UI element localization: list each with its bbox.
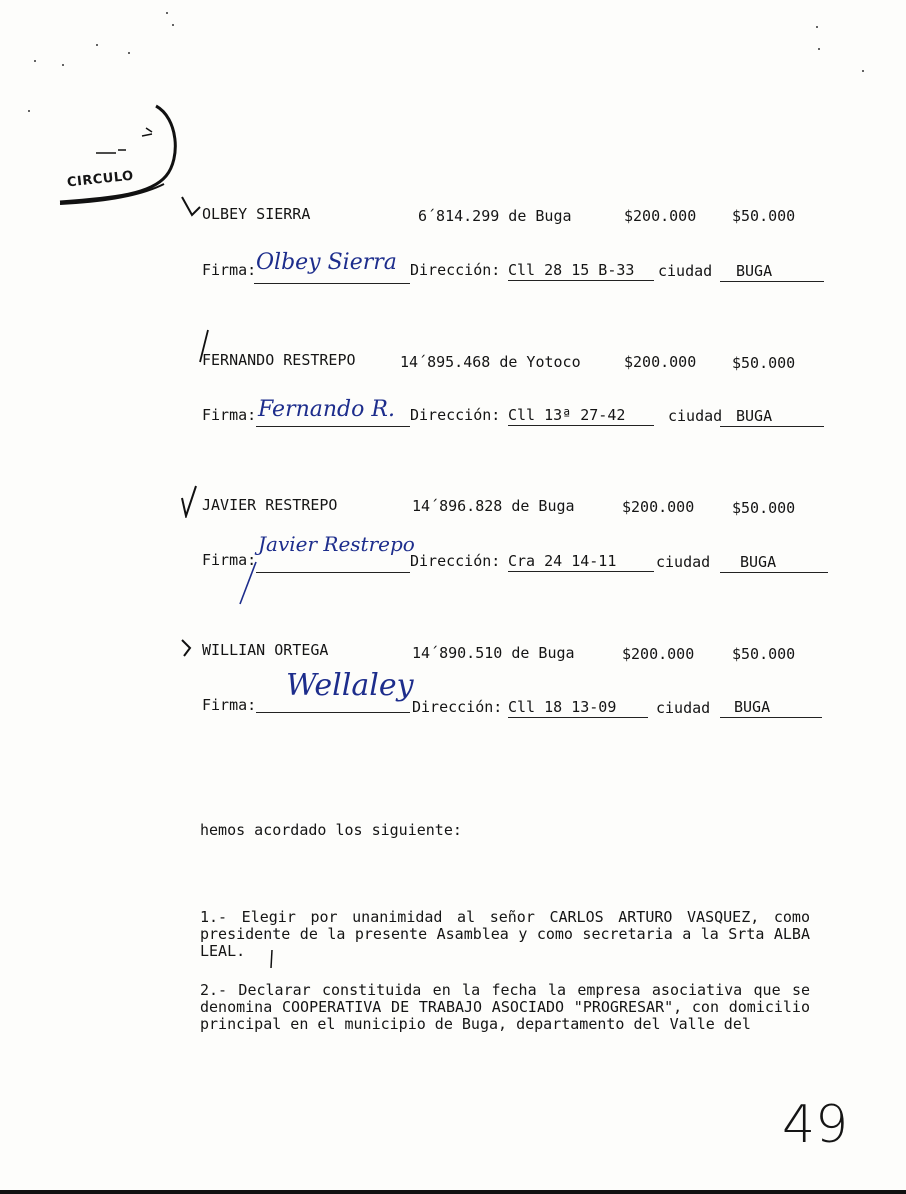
scan-edge (0, 1190, 906, 1194)
direccion-text: Cll 13ª 27-42 (508, 406, 654, 426)
ciudad-label: ciudad (656, 553, 711, 571)
intro-text: hemos acordado los siguiente: (200, 821, 462, 839)
signature-line (256, 572, 410, 573)
direccion-value (508, 406, 654, 426)
scan-speck (128, 52, 130, 54)
member-name: OLBEY SIERRA (202, 205, 311, 223)
scan-speck (62, 64, 64, 66)
pen-mark (268, 948, 276, 970)
ciudad-label: ciudad (658, 262, 713, 280)
signature-stroke (236, 560, 260, 606)
ciudad-text: BUGA (720, 698, 822, 718)
direccion-label: Dirección: (410, 406, 501, 424)
signature-line (256, 426, 410, 427)
member-id: 14´890.510 de Buga (412, 644, 575, 662)
direccion-value (508, 698, 648, 718)
signature: Wellaley (286, 668, 414, 703)
ciudad-value (720, 698, 822, 718)
ciudad-text: BUGA (720, 407, 824, 427)
direccion-label: Dirección: (410, 261, 501, 279)
direccion-label: Dirección: (410, 552, 501, 570)
direccion-text: Cll 18 13-09 (508, 698, 648, 718)
item-2: 2.- Declarar constituida en la fecha la empresa asociativa que se denomina COOPERATIVA DE TRABAJO ASOCIADO "PROGRESAR", con domicilio principal en el municipio de Buga, departamento del Valle del (200, 981, 810, 1033)
stamp-label: CIRCULO (66, 168, 135, 191)
check-mark (180, 195, 202, 219)
signature-line (254, 283, 410, 284)
ciudad-value (720, 553, 828, 573)
item-1: 1.- Elegir por unanimidad al señor CARLOS ARTURO VASQUEZ, como presidente de la presente Asamblea y como secretaria a la Srta ALBA LEAL. (200, 908, 810, 960)
member-amount-1: $200.000 (622, 498, 695, 516)
scan-speck (172, 24, 174, 26)
firma-label: Firma: (202, 551, 257, 569)
direccion-value (508, 552, 654, 572)
member-amount-1: $200.000 (624, 353, 697, 371)
firma-label: Firma: (202, 406, 257, 424)
direccion-label: Dirección: (412, 698, 503, 716)
signature: Javier Restrepo (258, 532, 415, 556)
ciudad-label: ciudad (656, 699, 711, 717)
scan-speck (816, 26, 818, 28)
member-name: WILLIAN ORTEGA (202, 641, 329, 659)
member-id: 14´895.468 de Yotoco (400, 353, 581, 371)
member-amount-1: $200.000 (624, 207, 697, 225)
ciudad-value (720, 407, 824, 427)
firma-label: Firma: (202, 261, 257, 279)
page-number: 49 (782, 1095, 849, 1155)
check-mark (180, 484, 200, 518)
member-name: FERNANDO RESTREPO (202, 351, 356, 369)
signature-line (256, 712, 410, 713)
scan-speck (34, 60, 36, 62)
signature: Fernando R. (258, 397, 395, 422)
ciudad-text: BUGA (720, 553, 828, 573)
member-amount-2: $50.000 (732, 499, 796, 517)
scan-speck (818, 48, 820, 50)
ciudad-value (720, 262, 824, 282)
signature: Olbey Sierra (256, 250, 397, 275)
scan-speck (28, 110, 30, 112)
ciudad-text: BUGA (720, 262, 824, 282)
check-mark (180, 638, 194, 658)
direccion-text: Cll 28 15 B-33 (508, 261, 654, 281)
ciudad-label: ciudad (668, 407, 723, 425)
member-id: 6´814.299 de Buga (418, 207, 572, 225)
scan-speck (166, 12, 168, 14)
member-id: 14´896.828 de Buga (412, 497, 575, 515)
scan-speck (862, 70, 864, 72)
member-amount-2: $50.000 (732, 645, 796, 663)
direccion-text: Cra 24 14-11 (508, 552, 654, 572)
scan-speck (96, 44, 98, 46)
member-name: JAVIER RESTREPO (202, 496, 338, 514)
member-amount-2: $50.000 (732, 207, 796, 225)
member-amount-1: $200.000 (622, 645, 695, 663)
direccion-value (508, 261, 654, 281)
circulo-stamp (56, 98, 186, 208)
firma-label: Firma: (202, 696, 257, 714)
member-amount-2: $50.000 (732, 354, 796, 372)
